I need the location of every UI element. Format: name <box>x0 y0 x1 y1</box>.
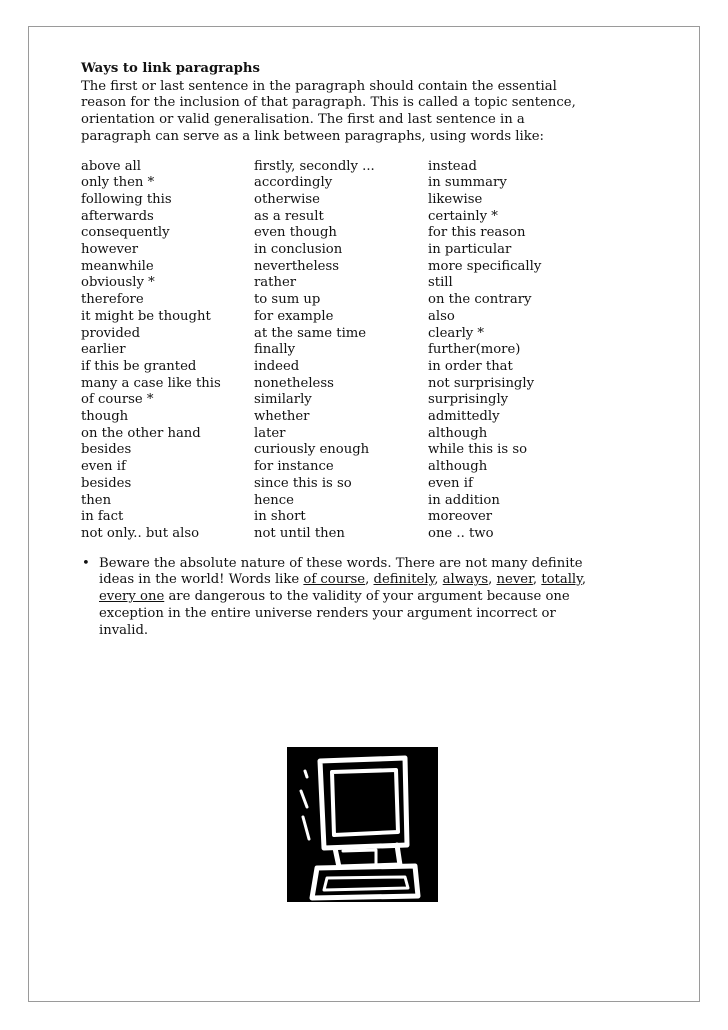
linking-word: even if <box>81 459 126 475</box>
linking-words-table <box>81 159 591 543</box>
linking-word: consequently <box>81 225 170 241</box>
linking-word: on the contrary <box>428 292 532 308</box>
linking-words-column-3 <box>428 159 598 543</box>
linking-word: accordingly <box>254 175 333 191</box>
linking-word: not surprisingly <box>428 375 535 391</box>
linking-word: firstly, secondly ... <box>254 158 375 174</box>
linking-word: since this is so <box>254 475 352 491</box>
linking-words-column-2 <box>254 159 428 543</box>
linking-word: instead <box>428 158 477 174</box>
linking-word: whether <box>254 409 310 425</box>
linking-word: it might be thought <box>81 308 211 324</box>
linking-word: similarly <box>254 392 312 408</box>
linking-word: of course * <box>81 392 154 408</box>
linking-word: further(more) <box>428 342 521 358</box>
underlined-word: never <box>496 572 533 588</box>
linking-word: at the same time <box>254 325 367 341</box>
linking-word: in fact <box>81 509 124 525</box>
linking-word: following this <box>81 191 172 207</box>
bullet-icon: • <box>82 555 90 571</box>
computer-clipart <box>287 747 438 902</box>
linking-word: not until then <box>254 525 345 541</box>
linking-word: if this be granted <box>81 358 197 374</box>
linking-word: as a result <box>254 208 324 224</box>
linking-word: to sum up <box>254 292 321 308</box>
intro-paragraph: The first or last sentence in the paragraph should contain the essential reason for the inclusion of that paragraph. This is called a topic sentence, orientation or valid generalisation. The first and last sentence in a paragraph can serve as a link between paragraphs, using words like: <box>81 78 576 144</box>
linking-word: in particular <box>428 242 512 258</box>
linking-word: in summary <box>428 175 507 191</box>
linking-word: for this reason <box>428 225 526 241</box>
linking-words-column-1 <box>81 159 254 543</box>
separator: , <box>581 572 587 588</box>
linking-word: likewise <box>428 191 483 207</box>
linking-word: even if <box>428 475 473 491</box>
warning-bullet <box>81 556 591 640</box>
linking-word: even though <box>254 225 337 241</box>
linking-word: curiously enough <box>254 442 370 458</box>
linking-word: otherwise <box>254 191 320 207</box>
bullet-text-end: are dangerous to the validity of your argument because one exception in the entire universe renders your argument incorrect or invalid. <box>99 589 570 638</box>
separator: , <box>488 572 497 588</box>
linking-word: while this is so <box>428 442 528 458</box>
linking-word: still <box>428 275 453 291</box>
underlined-word: always <box>442 572 489 588</box>
linking-word: above all <box>81 158 141 174</box>
separator: , <box>434 572 443 588</box>
linking-word: therefore <box>81 292 144 308</box>
underlined-word: every one <box>99 589 165 605</box>
linking-word: rather <box>254 275 297 291</box>
linking-word: clearly * <box>428 325 485 341</box>
linking-word: though <box>81 409 129 425</box>
linking-word: surprisingly <box>428 392 509 408</box>
linking-word: in conclusion <box>254 242 343 258</box>
linking-word: besides <box>81 442 132 458</box>
linking-word: however <box>81 242 139 258</box>
linking-word: later <box>254 425 286 441</box>
underlined-word: definitely <box>373 572 435 588</box>
linking-word: in addition <box>428 492 500 508</box>
linking-word: afterwards <box>81 208 154 224</box>
separator: , <box>532 572 542 588</box>
linking-word: for example <box>254 308 334 324</box>
bullet-text-start: Beware the absolute nature of these words. There are not many definite ideas in the world! Words like <box>99 555 583 588</box>
computer-icon <box>287 747 438 902</box>
linking-word: not only.. but also <box>81 525 200 541</box>
linking-word: earlier <box>81 342 126 358</box>
linking-word: for instance <box>254 459 334 475</box>
linking-word: nonetheless <box>254 375 334 391</box>
linking-word: moreover <box>428 509 493 525</box>
linking-word: then <box>81 492 112 508</box>
linking-word: certainly * <box>428 208 498 224</box>
linking-word: finally <box>254 342 296 358</box>
separator: , <box>365 572 374 588</box>
linking-word: many a case like this <box>81 375 221 391</box>
linking-word: nevertheless <box>254 258 340 274</box>
linking-word: more specifically <box>428 258 542 274</box>
linking-word: in order that <box>428 358 513 374</box>
linking-word: admittedly <box>428 409 500 425</box>
linking-word: one .. two <box>428 525 494 541</box>
linking-word: although <box>428 459 488 475</box>
linking-word: indeed <box>254 358 300 374</box>
linking-word: meanwhile <box>81 258 154 274</box>
linking-word: obviously * <box>81 275 155 291</box>
document-title: Ways to link paragraphs <box>81 61 260 76</box>
linking-word: in short <box>254 509 306 525</box>
linking-word: besides <box>81 475 132 491</box>
linking-word: only then * <box>81 175 155 191</box>
linking-word: also <box>428 308 455 324</box>
linking-word: although <box>428 425 488 441</box>
linking-word: on the other hand <box>81 425 201 441</box>
underlined-word: of course <box>303 572 366 588</box>
linking-word: hence <box>254 492 294 508</box>
document-content <box>81 61 591 639</box>
linking-word: provided <box>81 325 141 341</box>
underlined-word: totally <box>541 572 582 588</box>
